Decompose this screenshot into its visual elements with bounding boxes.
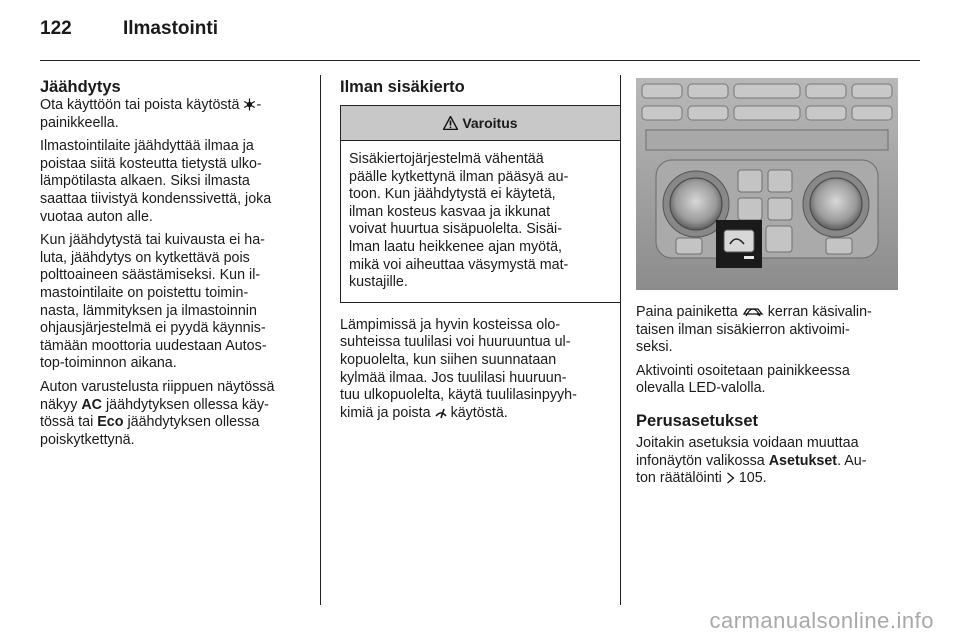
line: poistaa siitä kosteutta tietystä ulko- [40, 155, 262, 172]
section-heading-cooling: Jäähdytys [40, 78, 121, 96]
watermark: carmanualsonline.info [709, 608, 934, 633]
line: top-toiminnon aikana. [40, 355, 177, 372]
line: vuotaa auton alle. [40, 208, 153, 225]
line: mikä voi aiheuttaa väsymystä mat- [349, 256, 569, 273]
line: saattaa tiivistyä kondenssivettä, joka [40, 190, 272, 207]
paragraph-press-button [636, 304, 911, 357]
line: kustajille. [349, 274, 408, 291]
right-column [636, 78, 911, 494]
climate-control-photo [636, 78, 898, 290]
settings-menu-label: Asetukset [768, 452, 838, 469]
line: polttoaineen säästämiseksi. Kun il- [40, 267, 261, 284]
line: taisen ilman sisäkierron aktivoimi- [636, 321, 850, 338]
warning-title: Varoitus [462, 115, 518, 131]
line: luta, jäähdytys on kytkettävä pois [40, 249, 250, 266]
line: kylmää ilmaa. Jos tuulilasi huuruun- [340, 369, 567, 386]
warning-icon [443, 116, 458, 130]
text: jäähdytyksen ollessa käy- [105, 396, 269, 413]
header-rule [40, 60, 920, 61]
middle-column [340, 78, 605, 428]
paragraph-led [636, 363, 911, 398]
paragraph-windshield [340, 317, 605, 423]
line: tämään moottoria uudestaan Autos- [40, 337, 267, 354]
paragraph-1 [40, 97, 312, 132]
text: käytöstä. [450, 404, 508, 421]
page-ref[interactable]: 105. [738, 470, 767, 487]
ac-label: AC [81, 396, 102, 413]
paragraph-settings [636, 435, 911, 488]
page-header [40, 18, 218, 40]
line: suhteissa tuulilasi voi huuruuntua ul- [340, 334, 571, 351]
text: Paina painiketta [636, 304, 738, 320]
text: kerran käsivalin- [767, 304, 872, 320]
line: Kun jäähdytystä tai kuivausta ei ha- [40, 232, 265, 249]
page-number: 122 [40, 18, 72, 39]
paragraph-2 [40, 138, 312, 226]
line: olevalla LED-valolla. [636, 380, 766, 397]
text: Ota käyttöön tai poista käytöstä [40, 97, 240, 113]
chapter-title: Ilmastointi [122, 18, 218, 39]
section-heading-recirculation: Ilman sisäkierto [340, 78, 465, 96]
line: kopuolelta, kun siihen suunnataan [340, 351, 557, 368]
recirculation-icon [742, 305, 764, 318]
line: mastointilaite on poistettu toimin- [40, 284, 249, 301]
line: seksi. [636, 339, 673, 356]
section-heading-basic-settings: Perusasetukset [636, 411, 758, 430]
text: . Au- [837, 452, 867, 469]
warning-box [340, 105, 621, 303]
column-divider-1 [320, 75, 321, 605]
line: Joitakin asetuksia voidaan muuttaa [636, 434, 859, 451]
warning-text [341, 141, 620, 302]
line: Sisäkiertojärjestelmä vähentää [349, 151, 544, 167]
left-column [40, 78, 312, 455]
line: voivat huurtua sisäpuolelta. Sisäi- [349, 221, 562, 238]
text: näkyy [40, 396, 78, 413]
snowflake-icon [243, 98, 256, 111]
line: poiskytkettynä. [40, 431, 135, 448]
text: painikkeella. [40, 114, 119, 131]
line: Auton varustelusta riippuen näytössä [40, 378, 275, 395]
text: jäähdytyksen ollessa [127, 414, 260, 431]
wiper-icon [435, 407, 447, 419]
line: toon. Kun jäähdytystä ei käytetä, [349, 186, 556, 203]
text: ton räätälöinti [636, 470, 722, 487]
paragraph-4 [40, 379, 312, 449]
eco-label: Eco [97, 414, 124, 431]
line: Aktivointi osoitetaan painikkeessa [636, 362, 850, 379]
page-ref-icon [726, 472, 735, 484]
paragraph-3 [40, 232, 312, 373]
warning-header [341, 106, 620, 141]
line: päälle kytkettynä ilman pääsyä au- [349, 168, 569, 185]
line: ohjausjärjestelmä ei pyydä käynnis- [40, 320, 266, 337]
line: tuu ulkopuolelta, käytä tuulilasinpyyh- [340, 387, 577, 404]
line: ilman kosteus kasvaa ja ikkunat [349, 203, 551, 220]
text: kimiä ja poista [340, 404, 431, 421]
line: Lämpimissä ja hyvin kosteissa olo- [340, 316, 561, 333]
line: nasta, lämmityksen ja ilmastoinnin [40, 302, 257, 319]
line: lämpötilasta alkaen. Siksi ilmasta [40, 173, 250, 190]
line: lman laatu heikkenee ajan myötä, [349, 238, 562, 255]
line: Ilmastointilaite jäähdyttää ilmaa ja [40, 138, 254, 155]
text: infonäytön valikossa [636, 452, 765, 469]
text: - [256, 97, 262, 113]
text: tössä tai [40, 414, 94, 431]
control-panel-image [636, 78, 898, 290]
